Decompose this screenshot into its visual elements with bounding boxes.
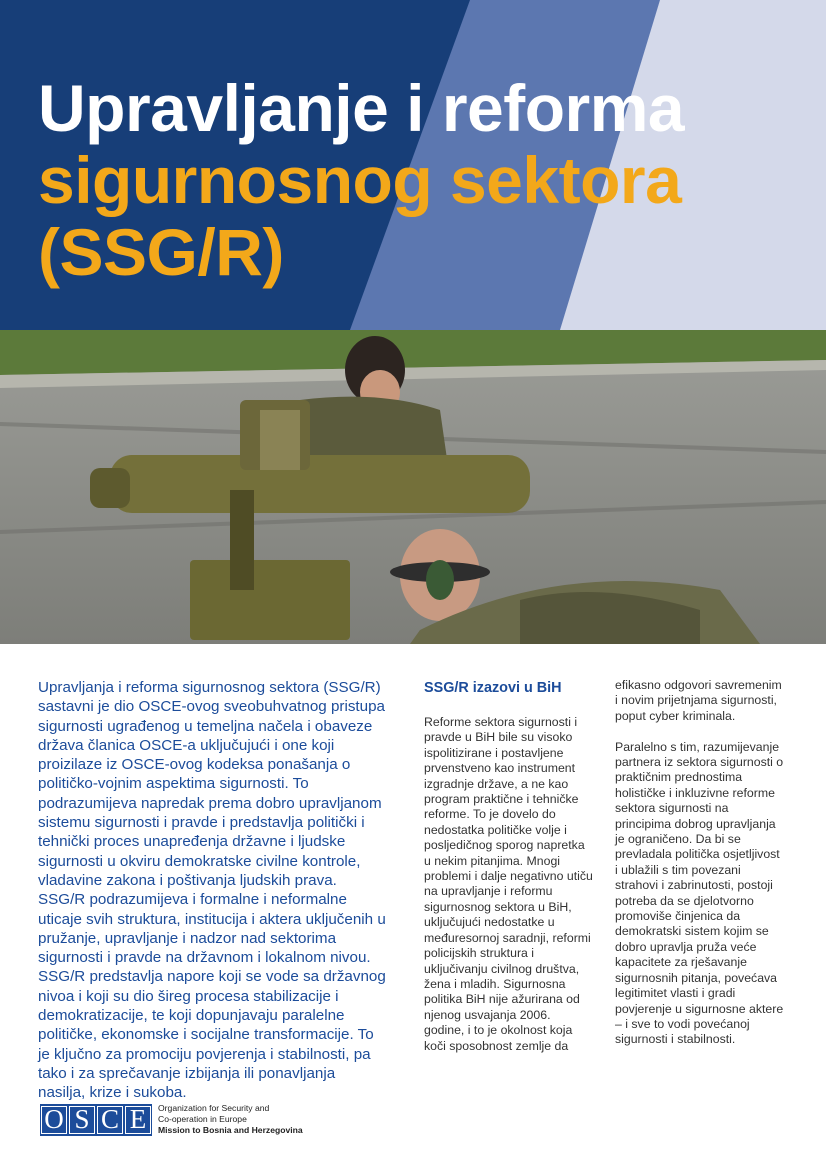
challenges-column-continued	[615, 678, 785, 1048]
challenges-column	[424, 678, 594, 1054]
challenges-paragraph-1: Reforme sektora sigurnosti i pravde u BiH bile su visoko ispolitizirane i postavljene prvenstveno kao instrument izgradnje države, a ne kao program praktične i tehničke reforme. To je dovelo do nedostatka političke volje i posljedičnog sporog napretka u nekim pitanjima. Mnogi problemi i dalje negativno utiču na upravljanje i reformu sigurnosnog sektora u BiH, uključujući nedostatke u međuresornoj saradnji, reformi policijskih struktura i uključivanju civilnog društva, žena i mladih. Sigurnosna politika BiH nije ažurirana od njenog usvajanja 2006. godine, i to je okolnost koja koči sposobnost zemlje da	[424, 715, 593, 1053]
logo-letter-e: E	[125, 1106, 151, 1134]
organization-name	[158, 1103, 303, 1136]
logo-letter-c: C	[97, 1106, 123, 1134]
header-banner	[0, 0, 826, 330]
page-title	[38, 72, 684, 288]
logo-letter-o: O	[41, 1106, 67, 1134]
osce-logo	[40, 1104, 152, 1136]
title-line-1: Upravljanje i reforma	[38, 71, 685, 145]
title-line-2: sigurnosnog sektora	[38, 143, 682, 217]
logo-letter-s: S	[69, 1106, 95, 1134]
title-line-3: (SSG/R)	[38, 215, 284, 289]
soldiers-with-launcher-image	[0, 330, 826, 644]
org-line-2: Co-operation in Europe	[158, 1114, 247, 1124]
org-line-1: Organization for Security and	[158, 1103, 270, 1113]
intro-text-column	[38, 678, 386, 1103]
intro-paragraph: Upravljanja i reforma sigurnosnog sektora (SSG/R) sastavni je dio OSCE-ovog sveobuhvatnog pristupa sigurnosti ugrađenog u temeljna načela i obaveze država članica OSCE-a uključujući i one koji proizilaze iz OSCE-ovog kodeksa ponašanja o političko-vojnim aspektima sigurnosti. To podrazumijeva napredak prema dobro upravljanom sistemu sigurnosti i pravde i predstavlja politički i tehnički proces unapređenja državne i ljudske sigurnosti u okviru demokratske civilne kontrole, vladavine zakona i poštivanja ljudskih prava. SSG/R podrazumijeva i formalne i neformalne uticaje svih struktura, institucija i aktera uključenih u pružanje, upravljanje i nadzor nad sektorima sigurnosti i pravde na državnom i lokalnom nivou. SSG/R predstavlja napore koji se vode sa državnog nivoa i koji su dio šireg procesa stabilizacije i demokratizacije, te koji dopunjavaju paralelne političke, ekonomske i socijalne transformacije. To je ključno za promociju povjerenja i stabilnosti, pa tako i za sprečavanje izbijanja ili ponavljanja nasilja, krize i sukoba.	[38, 679, 386, 1102]
challenges-heading: SSG/R izazovi u BiH	[424, 680, 562, 696]
org-line-3: Mission to Bosnia and Herzegovina	[158, 1125, 303, 1135]
challenges-paragraph-3: Paralelno s tim, razumijevanje partnera iz sektora sigurnosti o praktičnim prednostima holističke i inkluzivne reforme sektora sigurnosti na principima dobrog upravljanja je ograničeno. Da bi se prevladala politička osjetljivost i ublažili s tim povezani strahovi i zabrinutosti, postoji potreba da se djelotvorno promoviše činjenica da demokratski sistem kojim se dobro upravlja pruža veće kapacitete za rješavanje sigurnosnih pitanja, povećava legitimitet vlasti i gradi povjerenje u sigurnosne aktere – i sve to vodi povećanoj sigurnosti i stabilnosti.	[615, 739, 784, 1047]
soldiers-photo	[0, 330, 826, 644]
footer	[40, 1104, 440, 1138]
challenges-paragraph-2: efikasno odgovori savremenim i novim prijetnjama sigurnosti, poput cyber kriminala.	[615, 678, 782, 723]
